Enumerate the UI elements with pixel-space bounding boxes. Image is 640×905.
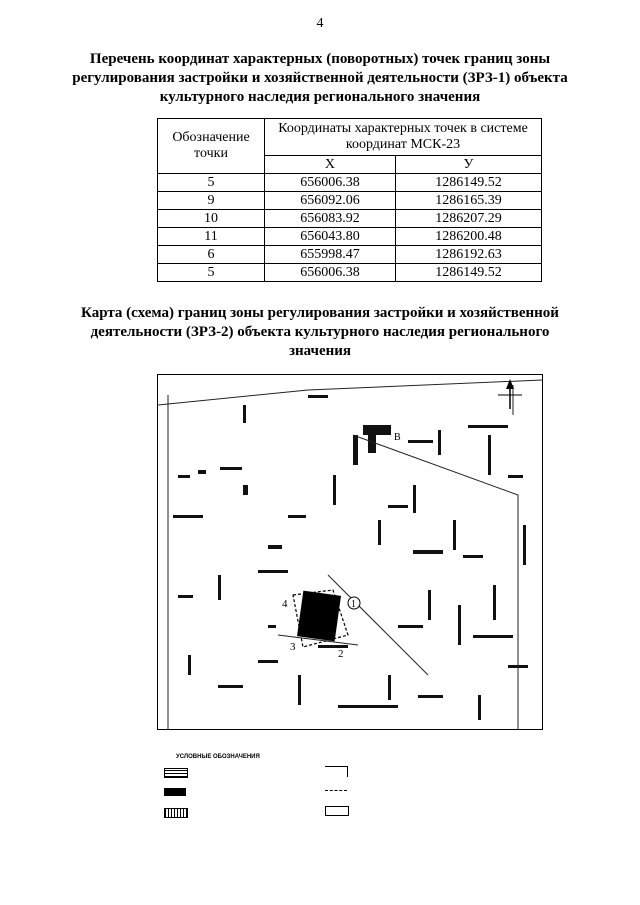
legend-symbol-line xyxy=(325,766,348,777)
map-legend xyxy=(160,750,550,830)
legend-symbol-dashed xyxy=(325,790,347,791)
cell-x: 656083.92 xyxy=(265,210,396,228)
cell-x: 656006.38 xyxy=(265,174,396,192)
table-row xyxy=(158,192,542,210)
table-row xyxy=(158,210,542,228)
map-scheme xyxy=(157,374,543,730)
north-arrow-icon xyxy=(498,379,522,409)
cell-y: 1286165.39 xyxy=(395,192,541,210)
header-x: X xyxy=(265,156,396,174)
table-row xyxy=(158,264,542,282)
map-point-label-3: 3 xyxy=(290,641,296,653)
cell-point: 11 xyxy=(158,228,265,246)
coordinates-table xyxy=(157,118,542,282)
map-point-label-2: 2 xyxy=(338,648,344,660)
legend-symbol-hatched xyxy=(164,768,188,778)
header-point: Обозначение точки xyxy=(158,119,265,174)
legend-title: УСЛОВНЫЕ ОБОЗНАЧЕНИЯ xyxy=(176,754,260,760)
table-row xyxy=(158,174,542,192)
map-corner-label: B xyxy=(394,432,401,443)
table-title: Перечень координат характерных (поворотных) точек границ зоны регулирования застройки и хозяйственной деятельности (ЗРЗ-1) объекта культурного наследия регионального значения xyxy=(72,51,568,105)
cell-x: 656006.38 xyxy=(265,264,396,282)
cell-point: 5 xyxy=(158,174,265,192)
cell-point: 9 xyxy=(158,192,265,210)
table-row xyxy=(158,228,542,246)
header-y: У xyxy=(395,156,541,174)
cell-point: 6 xyxy=(158,246,265,264)
map-point-label-1: 1 xyxy=(351,599,356,610)
header-coordinates: Координаты характерных точек в системе координат МСК-23 xyxy=(265,119,542,156)
legend-symbol-object xyxy=(164,788,186,796)
table-row xyxy=(158,246,542,264)
map-streets xyxy=(158,380,542,729)
legend-symbol-zone xyxy=(325,806,349,816)
map-point-label-4: 4 xyxy=(282,598,288,610)
cell-y: 1286192.63 xyxy=(395,246,541,264)
cell-point: 10 xyxy=(158,210,265,228)
cell-x: 655998.47 xyxy=(265,246,396,264)
map-buildings xyxy=(173,395,528,720)
cell-y: 1286149.52 xyxy=(395,264,541,282)
cell-x: 656092.06 xyxy=(265,192,396,210)
cell-point: 5 xyxy=(158,264,265,282)
cell-y: 1286207.29 xyxy=(395,210,541,228)
map-title: Карта (схема) границ зоны регулирования застройки и хозяйственной деятельности (ЗРЗ-2) объекта культурного наследия регионального значения xyxy=(81,305,559,359)
heritage-object xyxy=(297,591,341,642)
legend-symbol-grid xyxy=(164,808,188,818)
page-number: 4 xyxy=(316,16,324,31)
table-body xyxy=(158,174,542,282)
cell-y: 1286149.52 xyxy=(395,174,541,192)
map-canvas xyxy=(158,375,542,729)
cell-x: 656043.80 xyxy=(265,228,396,246)
cell-y: 1286200.48 xyxy=(395,228,541,246)
